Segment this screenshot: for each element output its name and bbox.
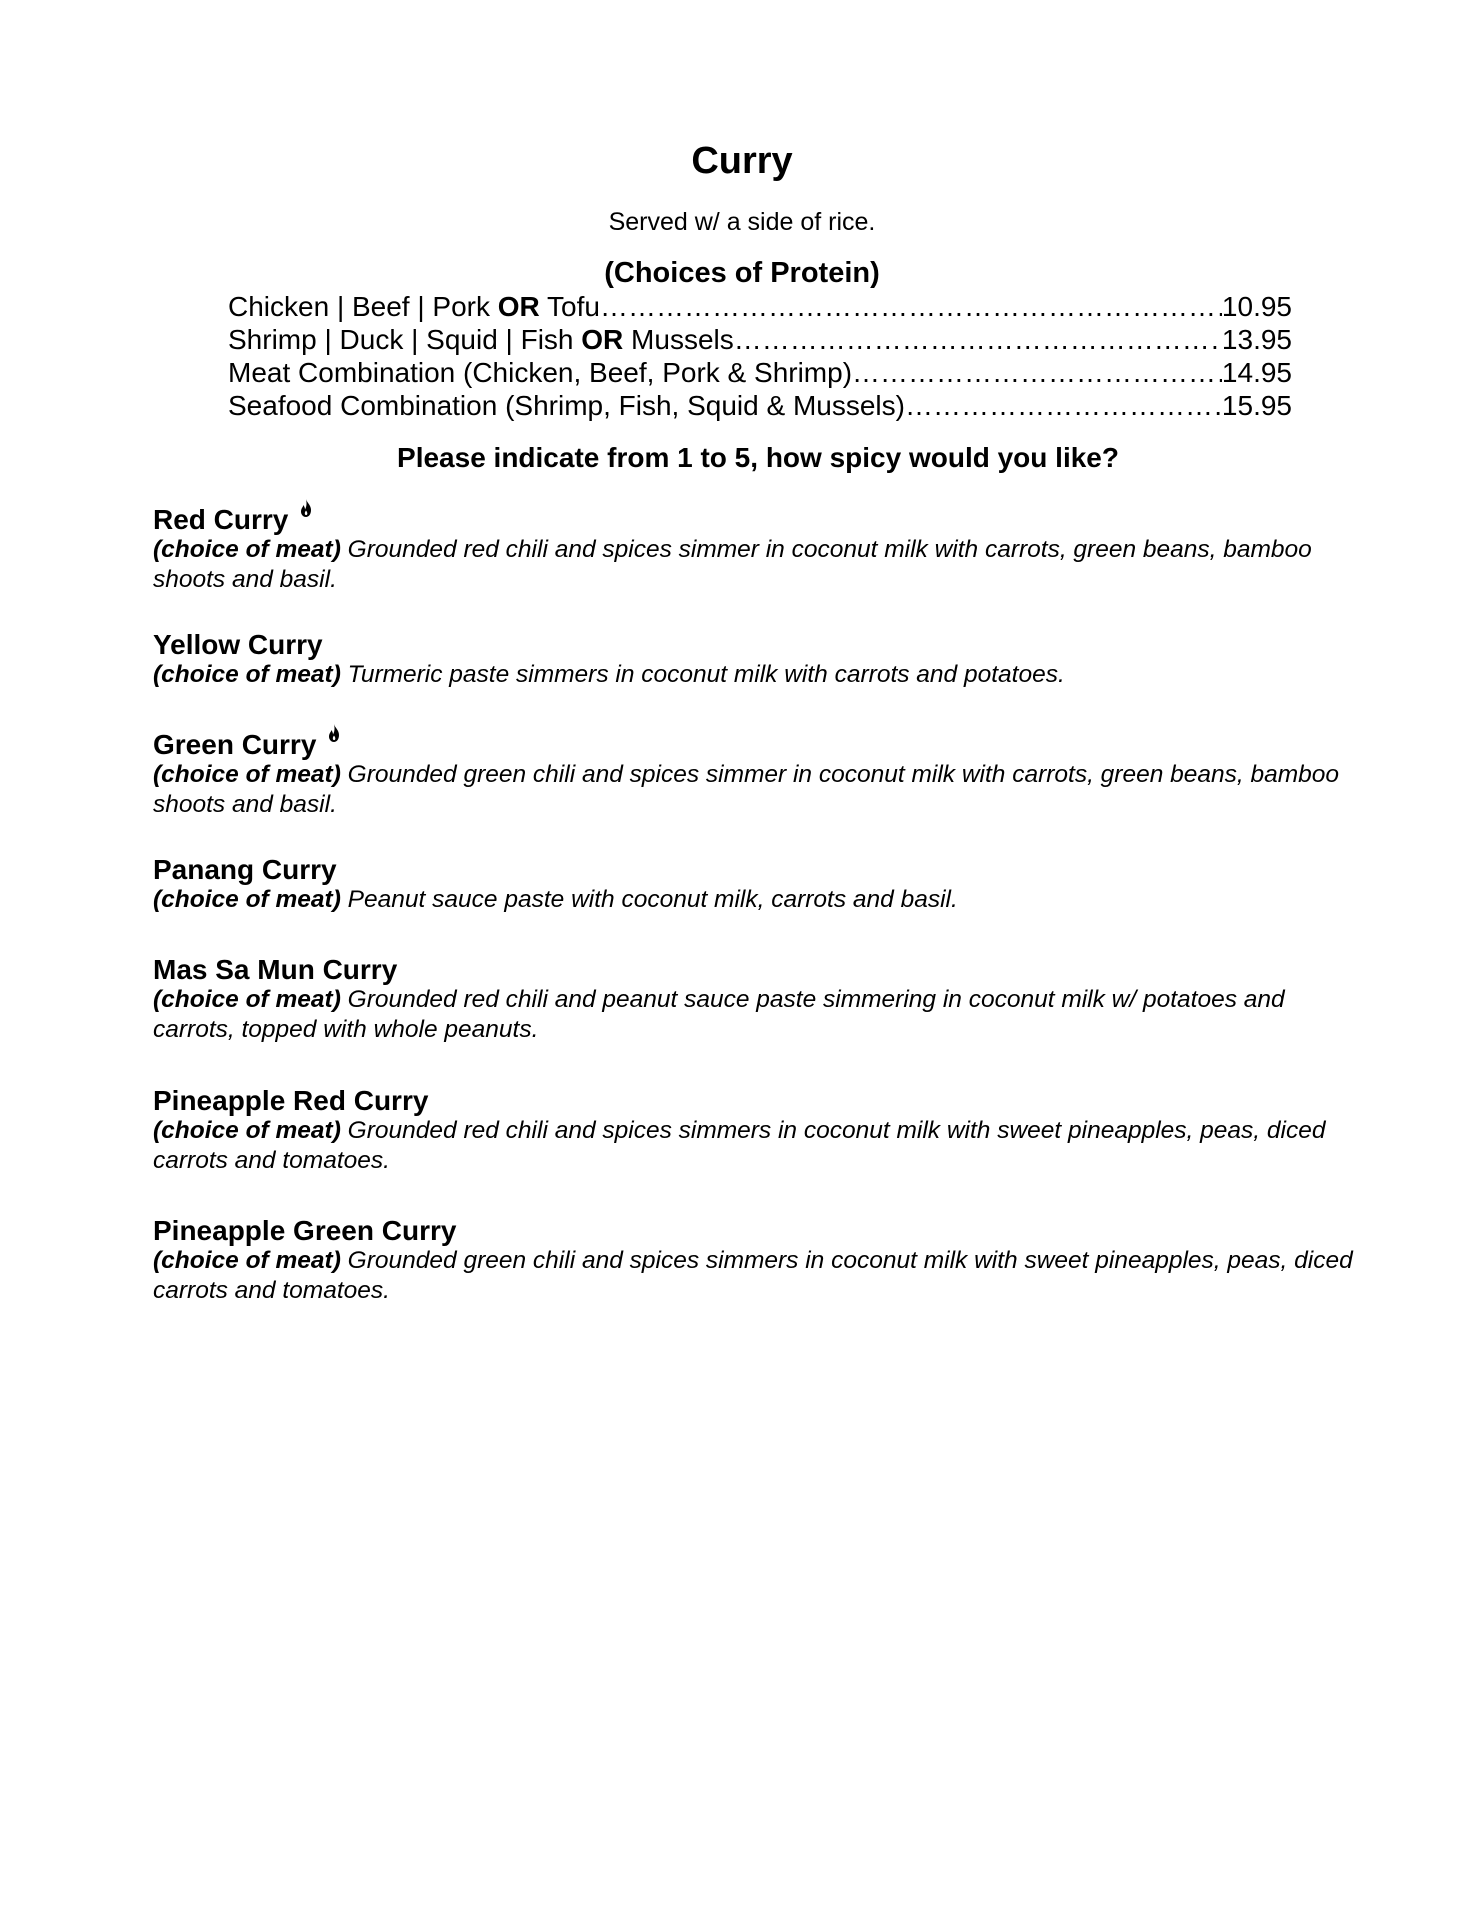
menu-item [153, 503, 1363, 595]
item-description [153, 535, 1363, 595]
flame-icon [326, 724, 342, 744]
item-name [153, 853, 1363, 887]
price-value: 10.95 [1221, 291, 1292, 322]
dot-leader [600, 290, 1222, 323]
price-row [228, 290, 1292, 323]
item-name [153, 1214, 1363, 1248]
choice-label: (choice of meat) [153, 886, 341, 913]
choice-label: (choice of meat) [153, 986, 341, 1013]
dot-leader [905, 389, 1222, 422]
item-description-text: Grounded green chili and spices simmer in coconut milk with carrots, green beans, bamboo shoots and basil. [153, 761, 1340, 818]
dot-leader [734, 323, 1222, 356]
choice-label: (choice of meat) [153, 661, 341, 688]
item-description-text: Grounded red chili and spices simmer in coconut milk with carrots, green beans, bamboo shoots and basil. [153, 536, 1312, 593]
price-row [228, 356, 1292, 389]
price-value: 15.95 [1221, 390, 1292, 421]
item-description [153, 660, 1363, 690]
item-description [153, 760, 1363, 820]
choice-label: (choice of meat) [153, 1117, 341, 1144]
price-value: 13.95 [1221, 324, 1292, 355]
dot-leader [852, 356, 1222, 389]
page-subtitle: Served w/ a side of rice. [608, 208, 876, 236]
menu-item [153, 728, 1363, 820]
item-name-text: Yellow Curry [153, 629, 323, 660]
curry-list [153, 503, 1363, 1306]
choice-label: (choice of meat) [153, 536, 341, 563]
menu-item [153, 1214, 1363, 1306]
price-row-name: Chicken | Beef | Pork OR Tofu [228, 291, 600, 322]
item-name [153, 628, 1363, 662]
price-row-name: Shrimp | Duck | Squid | Fish OR Mussels [228, 324, 734, 355]
menu-item [153, 853, 1363, 915]
price-row-name: Seafood Combination (Shrimp, Fish, Squid & Mussels) [228, 390, 905, 421]
item-description [153, 985, 1363, 1045]
item-description [153, 885, 1363, 915]
item-name [153, 953, 1363, 987]
page-title: Curry [691, 140, 793, 182]
item-description-text: Turmeric paste simmers in coconut milk with carrots and potatoes. [340, 661, 1065, 688]
item-description [153, 1246, 1363, 1306]
item-description-text: Peanut sauce paste with coconut milk, carrots and basil. [340, 886, 958, 913]
menu-item [153, 1084, 1363, 1176]
item-name-text: Pineapple Green Curry [153, 1215, 457, 1246]
price-row-name: Meat Combination (Chicken, Beef, Pork & Shrimp) [228, 357, 853, 388]
item-description-text: Grounded red chili and peanut sauce paste simmering in coconut milk w/ potatoes and carrots, topped with whole peanuts. [153, 986, 1285, 1043]
price-row [228, 389, 1292, 422]
item-name-text: Pineapple Red Curry [153, 1085, 429, 1116]
choice-label: (choice of meat) [153, 1247, 341, 1274]
menu-item [153, 953, 1363, 1045]
item-name [153, 1084, 1363, 1118]
choice-label: (choice of meat) [153, 761, 341, 788]
item-name-text: Panang Curry [153, 854, 337, 885]
item-name-text: Red Curry [153, 504, 289, 535]
protein-heading: (Choices of Protein) [604, 257, 880, 289]
item-description-text: Grounded green chili and spices simmers in coconut milk with sweet pineapples, peas, diced carrots and tomatoes. [153, 1247, 1353, 1304]
menu-item [153, 628, 1363, 690]
item-name-text: Mas Sa Mun Curry [153, 954, 398, 985]
item-description [153, 1116, 1363, 1176]
price-value: 14.95 [1221, 357, 1292, 388]
item-name [153, 503, 1363, 537]
flame-icon [298, 499, 314, 519]
item-description-text: Grounded red chili and spices simmers in coconut milk with sweet pineapples, peas, diced carrots and tomatoes. [153, 1117, 1326, 1174]
price-list [228, 290, 1292, 422]
item-name-text: Green Curry [153, 729, 317, 760]
item-name [153, 728, 1363, 762]
spicy-instruction: Please indicate from 1 to 5, how spicy would you like? [397, 442, 1119, 473]
price-row [228, 323, 1292, 356]
